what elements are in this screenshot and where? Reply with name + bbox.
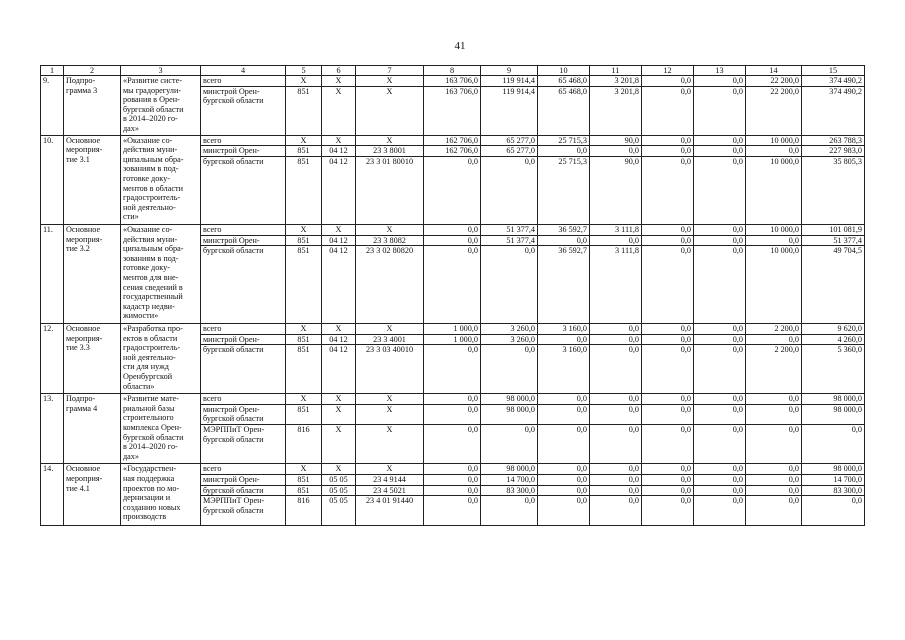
amount-cell: 0,0 <box>590 394 642 405</box>
column-header-6: 6 <box>322 66 356 76</box>
grbs-code-cell: 851 <box>286 235 322 246</box>
amount-cell: 0,0 <box>538 394 590 405</box>
amount-cell: 2 200,0 <box>746 323 802 334</box>
grbs-code-cell: X <box>286 224 322 235</box>
amount-cell: 25 715,3 <box>538 135 590 146</box>
executor-cell: минстрой Орен- <box>201 146 286 157</box>
amount-cell: 98 000,0 <box>802 464 865 475</box>
amount-cell: 0,0 <box>746 496 802 526</box>
column-header-14: 14 <box>746 66 802 76</box>
header-row <box>41 66 865 76</box>
column-header-3: 3 <box>121 66 201 76</box>
target-article-cell: 23 3 02 80820 <box>356 246 424 324</box>
amount-cell: 0,0 <box>538 474 590 485</box>
amount-cell: 3 160,0 <box>538 323 590 334</box>
amount-cell: 65 277,0 <box>481 146 538 157</box>
amount-cell: 36 592,7 <box>538 224 590 235</box>
row-number: 12. <box>41 323 64 393</box>
amount-cell: 0,0 <box>642 86 694 135</box>
target-article-cell: X <box>356 424 424 463</box>
amount-cell: 0,0 <box>590 464 642 475</box>
amount-cell: 0,0 <box>642 474 694 485</box>
section-code-cell: 04 12 <box>322 334 356 345</box>
executor-cell: бургской области <box>201 345 286 394</box>
executor-cell: минстрой Орен- <box>201 235 286 246</box>
executor-cell: МЭРППиТ Орен- бургской области <box>201 496 286 526</box>
amount-cell: 0,0 <box>642 135 694 146</box>
amount-cell: 49 704,5 <box>802 246 865 324</box>
executor-cell: всего <box>201 464 286 475</box>
program-name: Основное мероприя- тие 3.2 <box>64 224 121 323</box>
amount-cell: 0,0 <box>481 345 538 394</box>
amount-cell: 0,0 <box>642 345 694 394</box>
amount-cell: 0,0 <box>538 485 590 496</box>
amount-cell: 65 277,0 <box>481 135 538 146</box>
target-article-cell: 23 3 4001 <box>356 334 424 345</box>
amount-cell: 90,0 <box>590 156 642 224</box>
amount-cell: 0,0 <box>424 404 481 424</box>
amount-cell: 0,0 <box>538 334 590 345</box>
amount-cell: 0,0 <box>590 334 642 345</box>
amount-cell: 0,0 <box>590 404 642 424</box>
amount-cell: 0,0 <box>590 485 642 496</box>
program-name: Основное мероприя- тие 4.1 <box>64 464 121 526</box>
target-article-cell: X <box>356 404 424 424</box>
section-code-cell: 05 05 <box>322 485 356 496</box>
amount-cell: 1 000,0 <box>424 323 481 334</box>
table-row <box>41 394 865 405</box>
amount-cell: 65 468,0 <box>538 76 590 87</box>
grbs-code-cell: X <box>286 135 322 146</box>
amount-cell: 14 700,0 <box>481 474 538 485</box>
amount-cell: 3 260,0 <box>481 334 538 345</box>
executor-cell: минстрой Орен- <box>201 474 286 485</box>
program-name: Основное мероприя- тие 3.3 <box>64 323 121 393</box>
amount-cell: 0,0 <box>694 235 746 246</box>
target-article-cell: 23 4 01 91440 <box>356 496 424 526</box>
target-article-cell: X <box>356 224 424 235</box>
executor-cell: всего <box>201 76 286 87</box>
amount-cell: 0,0 <box>746 404 802 424</box>
amount-cell: 0,0 <box>746 485 802 496</box>
amount-cell: 0,0 <box>642 246 694 324</box>
amount-cell: 0,0 <box>481 496 538 526</box>
amount-cell: 3 201,8 <box>590 76 642 87</box>
amount-cell: 227 983,0 <box>802 146 865 157</box>
target-article-cell: X <box>356 86 424 135</box>
target-article-cell: 23 3 01 80010 <box>356 156 424 224</box>
program-name: Основное мероприя- тие 3.1 <box>64 135 121 224</box>
amount-cell: 0,0 <box>590 474 642 485</box>
program-funding-table <box>40 65 865 526</box>
executor-cell: МЭРППиТ Орен- бургской области <box>201 424 286 463</box>
amount-cell: 0,0 <box>642 404 694 424</box>
amount-cell: 0,0 <box>538 464 590 475</box>
grbs-code-cell: 851 <box>286 334 322 345</box>
amount-cell: 0,0 <box>538 235 590 246</box>
column-header-9: 9 <box>481 66 538 76</box>
target-article-cell: X <box>356 135 424 146</box>
amount-cell: 35 805,3 <box>802 156 865 224</box>
grbs-code-cell: 816 <box>286 424 322 463</box>
row-number: 9. <box>41 76 64 136</box>
section-code-cell: X <box>322 404 356 424</box>
amount-cell: 22 200,0 <box>746 76 802 87</box>
amount-cell: 98 000,0 <box>802 394 865 405</box>
section-code-cell: X <box>322 424 356 463</box>
amount-cell: 0,0 <box>538 496 590 526</box>
amount-cell: 0,0 <box>424 235 481 246</box>
amount-cell: 0,0 <box>694 135 746 146</box>
amount-cell: 163 706,0 <box>424 86 481 135</box>
target-article-cell: 23 3 8001 <box>356 146 424 157</box>
amount-cell: 0,0 <box>746 424 802 463</box>
column-header-8: 8 <box>424 66 481 76</box>
grbs-code-cell: 851 <box>286 246 322 324</box>
section-code-cell: X <box>322 86 356 135</box>
amount-cell: 0,0 <box>424 394 481 405</box>
amount-cell: 0,0 <box>642 394 694 405</box>
program-title: «Оказание со- действия муни- ципальным обра- зованиям в под- готовке доку- ментов для вне- сения сведений в государственный кадастр недви- жимости» <box>121 224 201 323</box>
amount-cell: 5 360,0 <box>802 345 865 394</box>
table-row <box>41 323 865 334</box>
amount-cell: 0,0 <box>590 235 642 246</box>
column-header-5: 5 <box>286 66 322 76</box>
amount-cell: 2 200,0 <box>746 345 802 394</box>
target-article-cell: X <box>356 323 424 334</box>
amount-cell: 3 160,0 <box>538 345 590 394</box>
amount-cell: 0,0 <box>694 76 746 87</box>
grbs-code-cell: X <box>286 76 322 87</box>
amount-cell: 10 000,0 <box>746 246 802 324</box>
amount-cell: 0,0 <box>424 474 481 485</box>
amount-cell: 101 081,9 <box>802 224 865 235</box>
amount-cell: 0,0 <box>481 246 538 324</box>
column-numbers-header <box>41 66 865 76</box>
amount-cell: 0,0 <box>590 323 642 334</box>
amount-cell: 0,0 <box>642 464 694 475</box>
program-title: «Развитие мате- риальной базы строительного комплекса Орен- бургской области в 2014–2020 го- дах» <box>121 394 201 464</box>
amount-cell: 119 914,4 <box>481 86 538 135</box>
amount-cell: 98 000,0 <box>481 404 538 424</box>
executor-cell: минстрой Орен- бургской области <box>201 404 286 424</box>
amount-cell: 0,0 <box>590 345 642 394</box>
program-title: «Развитие систе- мы градорегули- рования в Орен- бургской области в 2014–2020 го- дах» <box>121 76 201 136</box>
section-code-cell: 04 12 <box>322 146 356 157</box>
amount-cell: 0,0 <box>694 474 746 485</box>
column-header-2: 2 <box>64 66 121 76</box>
grbs-code-cell: 851 <box>286 404 322 424</box>
amount-cell: 0,0 <box>538 404 590 424</box>
grbs-code-cell: X <box>286 464 322 475</box>
amount-cell: 119 914,4 <box>481 76 538 87</box>
amount-cell: 0,0 <box>642 76 694 87</box>
row-number: 11. <box>41 224 64 323</box>
amount-cell: 0,0 <box>424 485 481 496</box>
amount-cell: 0,0 <box>694 146 746 157</box>
amount-cell: 0,0 <box>642 424 694 463</box>
amount-cell: 0,0 <box>694 156 746 224</box>
amount-cell: 22 200,0 <box>746 86 802 135</box>
amount-cell: 51 377,4 <box>481 224 538 235</box>
amount-cell: 0,0 <box>694 485 746 496</box>
amount-cell: 0,0 <box>802 496 865 526</box>
grbs-code-cell: 851 <box>286 146 322 157</box>
amount-cell: 0,0 <box>746 474 802 485</box>
amount-cell: 98 000,0 <box>481 394 538 405</box>
section-code-cell: X <box>322 135 356 146</box>
amount-cell: 10 000,0 <box>746 224 802 235</box>
amount-cell: 374 490,2 <box>802 86 865 135</box>
executor-cell: бургской области <box>201 485 286 496</box>
amount-cell: 0,0 <box>424 224 481 235</box>
table-body <box>41 76 865 526</box>
amount-cell: 0,0 <box>424 424 481 463</box>
amount-cell: 0,0 <box>590 496 642 526</box>
executor-cell: всего <box>201 224 286 235</box>
amount-cell: 98 000,0 <box>481 464 538 475</box>
column-header-15: 15 <box>802 66 865 76</box>
amount-cell: 0,0 <box>538 424 590 463</box>
grbs-code-cell: 851 <box>286 86 322 135</box>
amount-cell: 0,0 <box>694 86 746 135</box>
amount-cell: 3 111,8 <box>590 224 642 235</box>
column-header-10: 10 <box>538 66 590 76</box>
amount-cell: 0,0 <box>590 146 642 157</box>
amount-cell: 263 788,3 <box>802 135 865 146</box>
amount-cell: 0,0 <box>694 394 746 405</box>
grbs-code-cell: 851 <box>286 485 322 496</box>
executor-cell: всего <box>201 135 286 146</box>
amount-cell: 0,0 <box>642 146 694 157</box>
amount-cell: 10 000,0 <box>746 156 802 224</box>
target-article-cell: 23 3 03 40010 <box>356 345 424 394</box>
amount-cell: 4 260,0 <box>802 334 865 345</box>
target-article-cell: X <box>356 464 424 475</box>
target-article-cell: 23 4 9144 <box>356 474 424 485</box>
target-article-cell: X <box>356 394 424 405</box>
amount-cell: 0,0 <box>642 235 694 246</box>
amount-cell: 0,0 <box>694 224 746 235</box>
grbs-code-cell: X <box>286 323 322 334</box>
amount-cell: 90,0 <box>590 135 642 146</box>
amount-cell: 0,0 <box>694 323 746 334</box>
executor-cell: минстрой Орен- бургской области <box>201 86 286 135</box>
amount-cell: 0,0 <box>746 146 802 157</box>
amount-cell: 0,0 <box>746 334 802 345</box>
amount-cell: 0,0 <box>746 394 802 405</box>
program-title: «Оказание со- действия муни- ципальным обра- зованиям в под- готовке доку- ментов в области градостроитель- ной деятельно- сти» <box>121 135 201 224</box>
amount-cell: 3 260,0 <box>481 323 538 334</box>
section-code-cell: 04 12 <box>322 156 356 224</box>
section-code-cell: X <box>322 323 356 334</box>
row-number: 10. <box>41 135 64 224</box>
amount-cell: 0,0 <box>694 404 746 424</box>
amount-cell: 0,0 <box>694 345 746 394</box>
amount-cell: 163 706,0 <box>424 76 481 87</box>
amount-cell: 83 300,0 <box>802 485 865 496</box>
amount-cell: 0,0 <box>424 464 481 475</box>
executor-cell: всего <box>201 323 286 334</box>
section-code-cell: X <box>322 394 356 405</box>
program-name: Подпро- грамма 4 <box>64 394 121 464</box>
column-header-13: 13 <box>694 66 746 76</box>
amount-cell: 0,0 <box>694 334 746 345</box>
amount-cell: 0,0 <box>694 464 746 475</box>
amount-cell: 1 000,0 <box>424 334 481 345</box>
amount-cell: 0,0 <box>694 246 746 324</box>
amount-cell: 3 111,8 <box>590 246 642 324</box>
amount-cell: 0,0 <box>642 334 694 345</box>
amount-cell: 10 000,0 <box>746 135 802 146</box>
target-article-cell: 23 4 5021 <box>356 485 424 496</box>
section-code-cell: 05 05 <box>322 496 356 526</box>
executor-cell: бургской области <box>201 246 286 324</box>
amount-cell: 162 706,0 <box>424 146 481 157</box>
program-title: «Разработка про- ектов в области градостроитель- ной деятельно- сти для нужд Оренбургской области» <box>121 323 201 393</box>
executor-cell: всего <box>201 394 286 405</box>
amount-cell: 0,0 <box>746 464 802 475</box>
section-code-cell: 04 12 <box>322 246 356 324</box>
table-row <box>41 224 865 235</box>
amount-cell: 0,0 <box>642 156 694 224</box>
section-code-cell: X <box>322 76 356 87</box>
amount-cell: 36 592,7 <box>538 246 590 324</box>
amount-cell: 0,0 <box>424 496 481 526</box>
amount-cell: 65 468,0 <box>538 86 590 135</box>
page-number: 41 <box>454 40 466 52</box>
amount-cell: 9 620,0 <box>802 323 865 334</box>
amount-cell: 51 377,4 <box>802 235 865 246</box>
amount-cell: 0,0 <box>642 323 694 334</box>
amount-cell: 0,0 <box>694 496 746 526</box>
amount-cell: 0,0 <box>642 496 694 526</box>
section-code-cell: X <box>322 464 356 475</box>
program-name: Подпро- грамма 3 <box>64 76 121 136</box>
column-header-7: 7 <box>356 66 424 76</box>
grbs-code-cell: 851 <box>286 474 322 485</box>
target-article-cell: 23 3 8082 <box>356 235 424 246</box>
executor-cell: бургской области <box>201 156 286 224</box>
column-header-12: 12 <box>642 66 694 76</box>
amount-cell: 51 377,4 <box>481 235 538 246</box>
amount-cell: 0,0 <box>424 246 481 324</box>
amount-cell: 0,0 <box>590 424 642 463</box>
amount-cell: 0,0 <box>802 424 865 463</box>
grbs-code-cell: 816 <box>286 496 322 526</box>
amount-cell: 162 706,0 <box>424 135 481 146</box>
amount-cell: 3 201,8 <box>590 86 642 135</box>
grbs-code-cell: 851 <box>286 345 322 394</box>
amount-cell: 0,0 <box>642 224 694 235</box>
row-number: 13. <box>41 394 64 464</box>
target-article-cell: X <box>356 76 424 87</box>
table-row <box>41 135 865 146</box>
column-header-1: 1 <box>41 66 64 76</box>
amount-cell: 0,0 <box>424 345 481 394</box>
grbs-code-cell: 851 <box>286 156 322 224</box>
column-header-11: 11 <box>590 66 642 76</box>
amount-cell: 0,0 <box>538 146 590 157</box>
section-code-cell: X <box>322 224 356 235</box>
amount-cell: 0,0 <box>746 235 802 246</box>
amount-cell: 0,0 <box>642 485 694 496</box>
column-header-4: 4 <box>201 66 286 76</box>
amount-cell: 83 300,0 <box>481 485 538 496</box>
amount-cell: 374 490,2 <box>802 76 865 87</box>
section-code-cell: 04 12 <box>322 235 356 246</box>
amount-cell: 14 700,0 <box>802 474 865 485</box>
amount-cell: 0,0 <box>481 424 538 463</box>
amount-cell: 0,0 <box>694 424 746 463</box>
program-title: «Государствен- ная поддержка проектов по мо- дернизации и созданию новых производств <box>121 464 201 526</box>
amount-cell: 0,0 <box>424 156 481 224</box>
amount-cell: 25 715,3 <box>538 156 590 224</box>
grbs-code-cell: X <box>286 394 322 405</box>
row-number: 14. <box>41 464 64 526</box>
section-code-cell: 04 12 <box>322 345 356 394</box>
section-code-cell: 05 05 <box>322 474 356 485</box>
amount-cell: 0,0 <box>481 156 538 224</box>
executor-cell: минстрой Орен- <box>201 334 286 345</box>
table-row <box>41 464 865 475</box>
table-row <box>41 76 865 87</box>
amount-cell: 98 000,0 <box>802 404 865 424</box>
